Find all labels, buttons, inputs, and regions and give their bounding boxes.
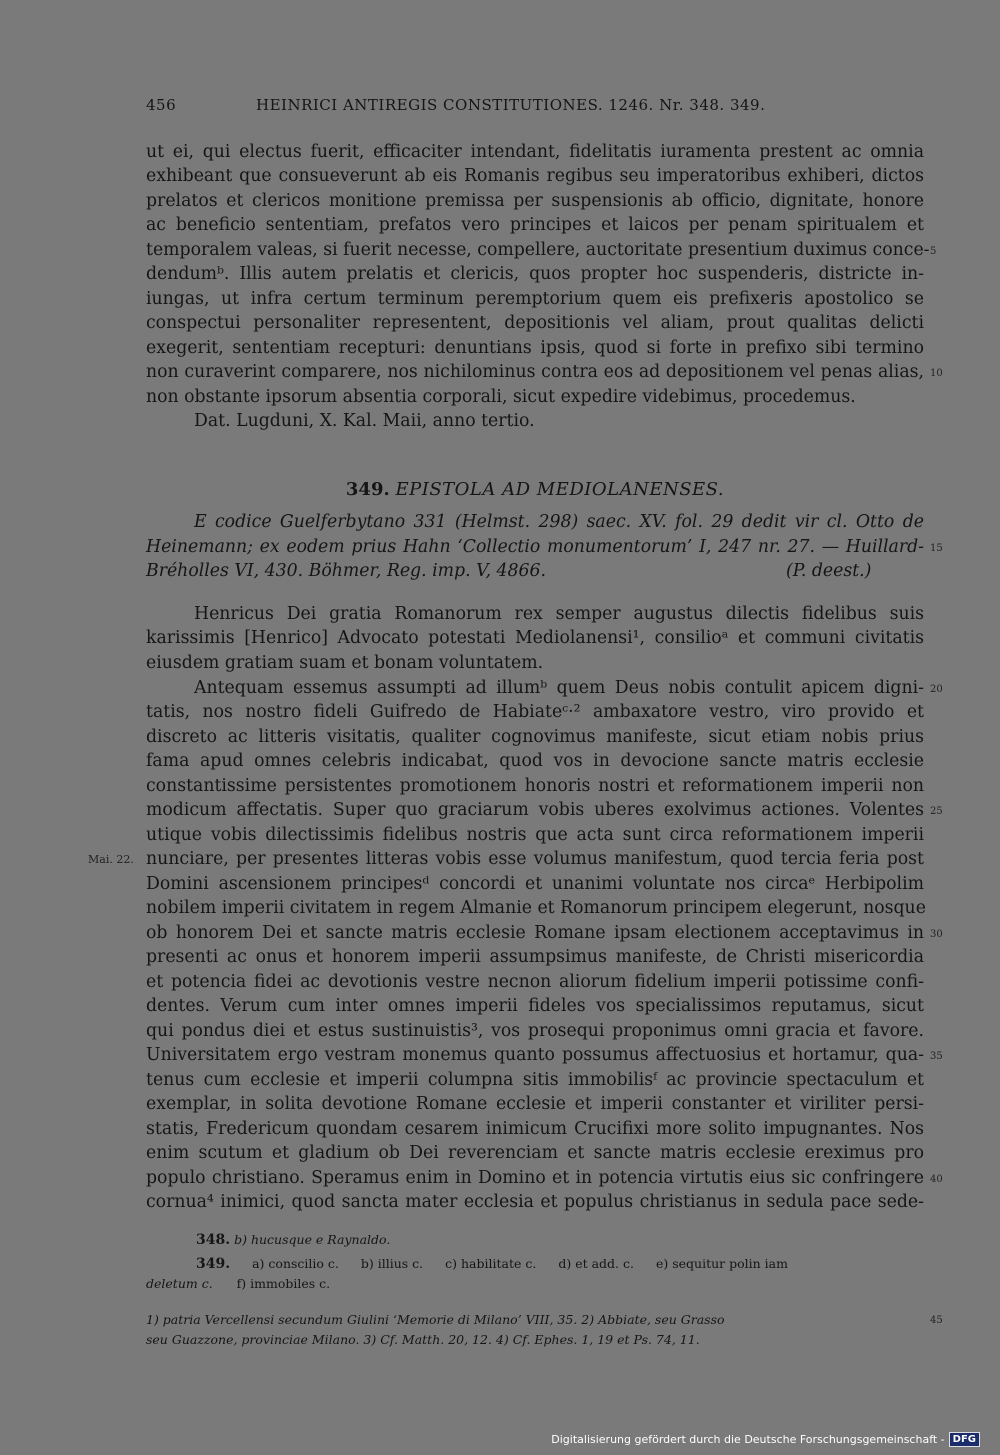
running-title: HEINRICI ANTIREGIS CONSTITUTIONES. 1246. Nr. 348. 349. xyxy=(256,96,766,114)
text-line: ac beneficio sententiam, prefatos vero principes et laicos per penam spiritualem et xyxy=(146,215,924,235)
section-title: EPISTOLA AD MEDIOLANENSES. xyxy=(395,479,725,500)
footer-text: Digitalisierung gefördert durch die Deutsche Forschungsgemeinschaft - xyxy=(551,1432,945,1446)
line-number: 40 xyxy=(930,1174,943,1185)
text-line: dentes. Verum cum inter omnes imperii fideles vos specialissimos reputamus, sicut xyxy=(146,996,924,1016)
text-line: qui pondus diei et estus sustinuistis³, vos prosequi proponimus omni gracia et favore. xyxy=(146,1021,924,1041)
text-line: karissimis [Henrico] Advocato potestati Mediolanensi¹, consilioᵃ et communi civitatis xyxy=(146,628,924,648)
source-note-line: Bréholles VI, 430. Böhmer, Reg. imp. V, 4866. xyxy=(146,561,546,581)
text-line: temporalem valeas, si fuerit necesse, compellere, auctoritate presentium duximus conce- xyxy=(146,240,930,260)
line-number: 45 xyxy=(930,1315,943,1326)
text-line: iungas, ut infra certum terminum peremptorium quem eis prefixeris apostolico se xyxy=(146,289,924,309)
running-header xyxy=(146,96,924,120)
text-line: exegerit, sententiam recepturi: denuntians ipsis, quod si forte in prefixo sibi termino xyxy=(146,338,924,358)
text-line: populo christiano. Speramus enim in Domino et in potencia virtutis eius sic confringere xyxy=(146,1168,924,1188)
line-number: 15 xyxy=(930,543,943,554)
text-line: et potencia fidei ac devotionis vestre necnon aliorum fidelium imperii potissime confi- xyxy=(146,972,924,992)
text-line: exemplar, in solita devotione Romane ecclesie et imperii constanter et viriliter persi- xyxy=(146,1094,924,1114)
dfg-logo: DFG xyxy=(949,1432,980,1447)
text-line: discreto ac litteris visitatis, qualiter cognovimus manifeste, sicut etiam nobis prius xyxy=(146,727,924,747)
footnote-349-cont: deletum c. f) immobiles c. xyxy=(146,1276,331,1291)
text-line: non curaverint comparere, nos nichilominus contra eos ad depositionem vel penas alias, xyxy=(146,362,924,382)
numbered-footnote-line: 1) patria Vercellensi secundum Giulini ‘Memorie di Milano’ VIII, 35. 2) Abbiate, seu Grasso xyxy=(146,1312,725,1327)
text-line: statis, Fredericum quondam cesarem inimicum Crucifixi more solito impugnantes. Nos xyxy=(146,1119,924,1139)
digitization-footer xyxy=(551,1430,980,1448)
line-number: 30 xyxy=(930,929,943,940)
line-number: 20 xyxy=(930,684,943,695)
numbered-footnote-line: seu Guazzone, provinciae Milano. 3) Cf. Matth. 20, 12. 4) Cf. Ephes. 1, 19 et Ps. 74, 11. xyxy=(146,1332,700,1347)
text-line: tenus cum ecclesie et imperii columpna sitis immobilisᶠ ac provincie spectaculum et xyxy=(146,1070,924,1090)
text-line: exhibeant que consueverunt ab eis Romanis regibus seu imperatoribus exhiberi, dictos xyxy=(146,166,924,186)
text-line: Henricus Dei gratia Romanorum rex semper augustus dilectis fidelibus suis xyxy=(194,604,924,624)
text-line: utique vobis dilectissimis fidelibus nostris que acta sunt circa reformationem imperii xyxy=(146,825,924,845)
text-line: conspectui personaliter representent, depositionis vel aliam, prout qualitas delicti xyxy=(146,313,924,333)
source-note-line: E codice Guelferbytano 331 (Helmst. 298) saec. XV. fol. 29 dedit vir cl. Otto de xyxy=(194,512,924,532)
text-line: presenti ac onus et honorem imperii assumpsimus manifeste, de Christi misericordia xyxy=(146,947,924,967)
text-line: tatis, nos nostro fideli Guifredo de Habiateᶜ·² ambaxatore vestro, viro provido et xyxy=(146,702,924,722)
line-number: 10 xyxy=(930,368,943,379)
footnote-349: 349. a) conscilio c. b) illius c. c) habilitate c. d) et add. c. e) sequitur polin iam xyxy=(196,1256,788,1272)
text-line: fama apud omnes celebris indicabat, quod vos in devocione sancte matris ecclesie xyxy=(146,751,924,771)
dat-line: Dat. Lugduni, X. Kal. Maii, anno tertio. xyxy=(194,411,535,431)
page-number: 456 xyxy=(146,96,177,114)
text-line: ob honorem Dei et sancte matris ecclesie Romane ipsam electionem acceptavimus in xyxy=(146,923,924,943)
line-number: 5 xyxy=(930,246,937,257)
footnote-348: 348. b) hucusque e Raynaldo. xyxy=(196,1232,391,1248)
section-number: 349. xyxy=(345,479,390,500)
text-line: Antequam essemus assumpti ad illumᵇ quem Deus nobis contulit apicem digni- xyxy=(194,678,924,698)
margin-date-note: Mai. 22. xyxy=(88,853,134,866)
text-line: cornua⁴ inimici, quod sancta mater ecclesia et populus christianus in sedula pace sede- xyxy=(146,1192,924,1212)
text-line: Domini ascensionem principesᵈ concordi et unanimi voluntate nos circaᵉ Herbipolim xyxy=(146,874,924,894)
text-line: prelatos et clericos monitione premissa per suspensionis ab officio, dignitate, honore xyxy=(146,191,924,211)
source-note-line: Heinemann; ex eodem prius Hahn ‘Collectio monumentorum’ I, 247 nr. 27. — Huillard- xyxy=(146,537,924,557)
text-line: non obstante ipsorum absentia corporali, sicut expedire videbimus, procedemus. xyxy=(146,387,856,407)
text-line: Universitatem ergo vestram monemus quanto possumus affectuosius et hortamur, qua- xyxy=(146,1045,924,1065)
line-number: 25 xyxy=(930,806,943,817)
text-line: ut ei, qui electus fuerit, efficaciter intendant, fidelitatis iuramenta prestent ac omnia xyxy=(146,142,924,162)
text-line: modicum affectatis. Super quo graciarum vobis uberes exolvimus actiones. Volentes xyxy=(146,800,924,820)
text-line: eiusdem gratiam suam et bonam voluntatem. xyxy=(146,653,544,673)
section-heading xyxy=(146,479,924,505)
text-line: nunciare, per presentes litteras vobis esse volumus manifestum, quod tercia feria post xyxy=(146,849,924,869)
text-line: nobilem imperii civitatem in regem Almanie et Romanorum principem elegerunt, nosque xyxy=(146,898,926,918)
line-number: 35 xyxy=(930,1051,943,1062)
text-line: constantissime persistentes promotionem honoris nostri et reformationem imperii non xyxy=(146,776,924,796)
text-line: dendumᵇ. Illis autem prelatis et clericis, quos propter hoc suspenderis, districte in- xyxy=(146,264,924,284)
source-note-end: (P. deest.) xyxy=(786,561,872,581)
text-line: enim scutum et gladium ob Dei reverenciam et sancte matris ecclesie ereximus pro xyxy=(146,1143,924,1163)
